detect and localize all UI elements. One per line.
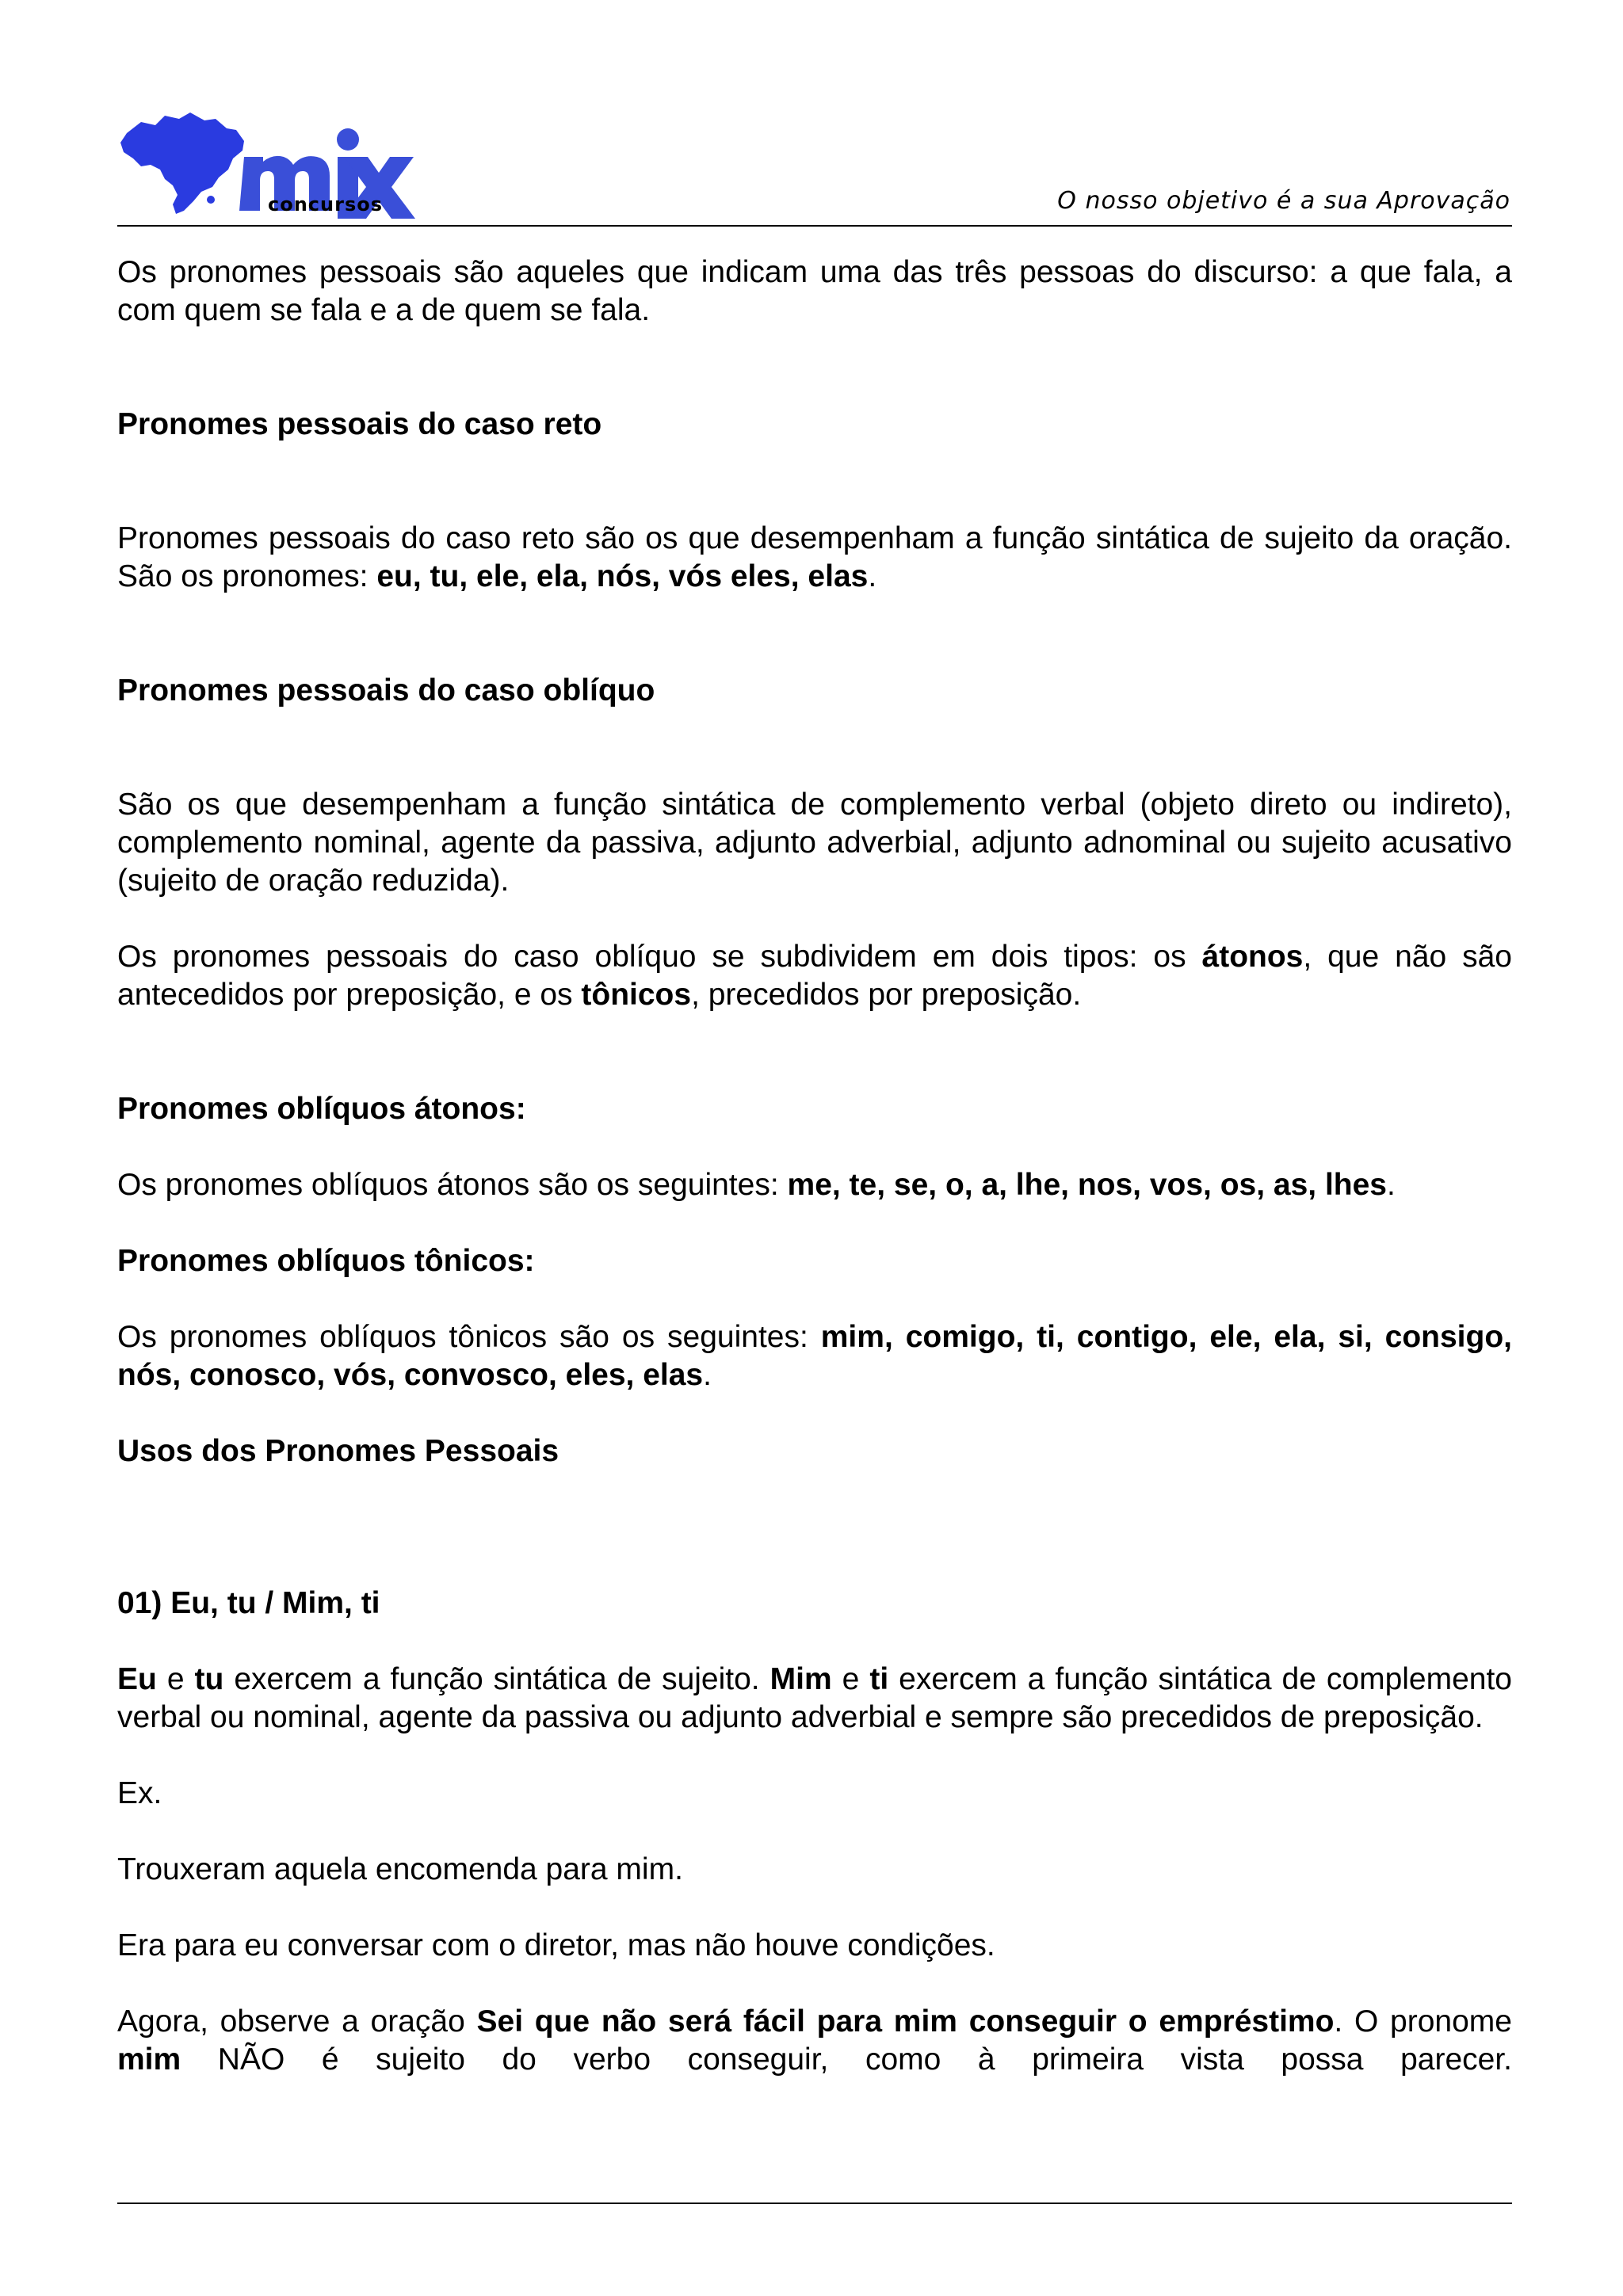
- paragraph-tonicos: [117, 1318, 1512, 1394]
- heading-usos: Usos dos Pronomes Pessoais: [117, 1434, 559, 1468]
- agora-text-1: Agora, observe a oração: [117, 2004, 477, 2039]
- reto-period: .: [868, 559, 877, 593]
- uso-ti: ti: [869, 1662, 889, 1696]
- atonos-text: Os pronomes oblíquos átonos são os seguintes:: [117, 1168, 788, 1202]
- heading-obliquos-atonos: Pronomes oblíquos átonos:: [117, 1092, 526, 1126]
- paragraph-caso-reto: [117, 520, 1512, 596]
- paragraph-subdivisao: [117, 938, 1512, 1014]
- uso-eu: Eu: [117, 1662, 157, 1696]
- uso-tu: tu: [194, 1662, 224, 1696]
- footer-rule: [117, 2203, 1512, 2204]
- example-label: Ex.: [117, 1776, 162, 1810]
- uso-e1: e: [156, 1662, 195, 1696]
- example-1: Trouxeram aquela encomenda para mim.: [117, 1852, 683, 1886]
- reto-pronoun-list: eu, tu, ele, ela, nós, vós eles, elas: [376, 559, 869, 593]
- header-tagline: O nosso objetivo é a sua Aprovação: [1057, 187, 1510, 215]
- heading-eu-tu-mim-ti: 01) Eu, tu / Mim, ti: [117, 1586, 380, 1620]
- page-header: [117, 95, 1512, 227]
- document-body: [117, 254, 1512, 2079]
- heading-obliquos-tonicos: Pronomes oblíquos tônicos:: [117, 1244, 535, 1278]
- agora-text-3: NÃO é sujeito do verbo conseguir, como à primeira vista possa parecer.: [181, 2042, 1512, 2077]
- subdiv-text-3: , precedidos por preposição.: [691, 978, 1082, 1012]
- paragraph-uso-eu-tu: [117, 1661, 1512, 1737]
- agora-example-sentence: Sei que não será fácil para mim conseguir o empréstimo: [476, 2004, 1335, 2039]
- document-page: [117, 0, 1512, 2296]
- mix-concursos-logo: [117, 101, 418, 220]
- atonos-period: .: [1386, 1168, 1396, 1202]
- subdiv-text-2: , que não são antecedidos por preposição, e os: [117, 940, 1512, 1012]
- intro-paragraph: Os pronomes pessoais são aqueles que indicam uma das três pessoas do discurso: a que fala, a com quem se fala e a de quem se fala.: [117, 255, 1512, 327]
- uso-e2: e: [831, 1662, 870, 1696]
- subdiv-atonos: átonos: [1201, 940, 1304, 974]
- subdiv-tonicos: tônicos: [581, 978, 692, 1012]
- uso-rest: exercem a função sintática de complemento verbal ou nominal, agente da passiva ou adjunto adverbial e sempre são precedidos de preposição.: [117, 1662, 1512, 1734]
- logo-subtext: concursos: [268, 193, 384, 215]
- heading-caso-obliquo: Pronomes pessoais do caso oblíquo: [117, 673, 655, 707]
- paragraph-agora: [117, 2003, 1512, 2079]
- example-2: Era para eu conversar com o diretor, mas não houve condições.: [117, 1928, 995, 1962]
- uso-mid: exercem a função sintática de sujeito.: [223, 1662, 770, 1696]
- agora-mim: mim: [117, 2042, 181, 2077]
- agora-text-2: . O pronome: [1334, 2004, 1512, 2039]
- tonicos-text: Os pronomes oblíquos tônicos são os seguintes:: [117, 1320, 821, 1354]
- atonos-pronoun-list: me, te, se, o, a, lhe, nos, vos, os, as, lhes: [787, 1168, 1387, 1202]
- paragraph-caso-obliquo: São os que desempenham a função sintática de complemento verbal (objeto direto ou indireto), complemento nominal, agente da passiva, adjunto adverbial, adjunto adnominal ou sujeito acusativo (sujeito de oração reduzida).: [117, 788, 1512, 898]
- reto-text: Pronomes pessoais do caso reto são os que desempenham a função sintática de sujeito da oração. São os pronomes:: [117, 521, 1512, 593]
- tonicos-period: .: [703, 1358, 712, 1392]
- tonicos-pronoun-list: mim, comigo, ti, contigo, ele, ela, si, consigo, nós, conosco, vós, convosco, eles, elas: [117, 1320, 1512, 1392]
- uso-mim: Mim: [769, 1662, 832, 1696]
- subdiv-text-1: Os pronomes pessoais do caso oblíquo se subdividem em dois tipos: os: [117, 940, 1202, 974]
- paragraph-atonos: [117, 1166, 1512, 1204]
- heading-caso-reto: Pronomes pessoais do caso reto: [117, 407, 602, 441]
